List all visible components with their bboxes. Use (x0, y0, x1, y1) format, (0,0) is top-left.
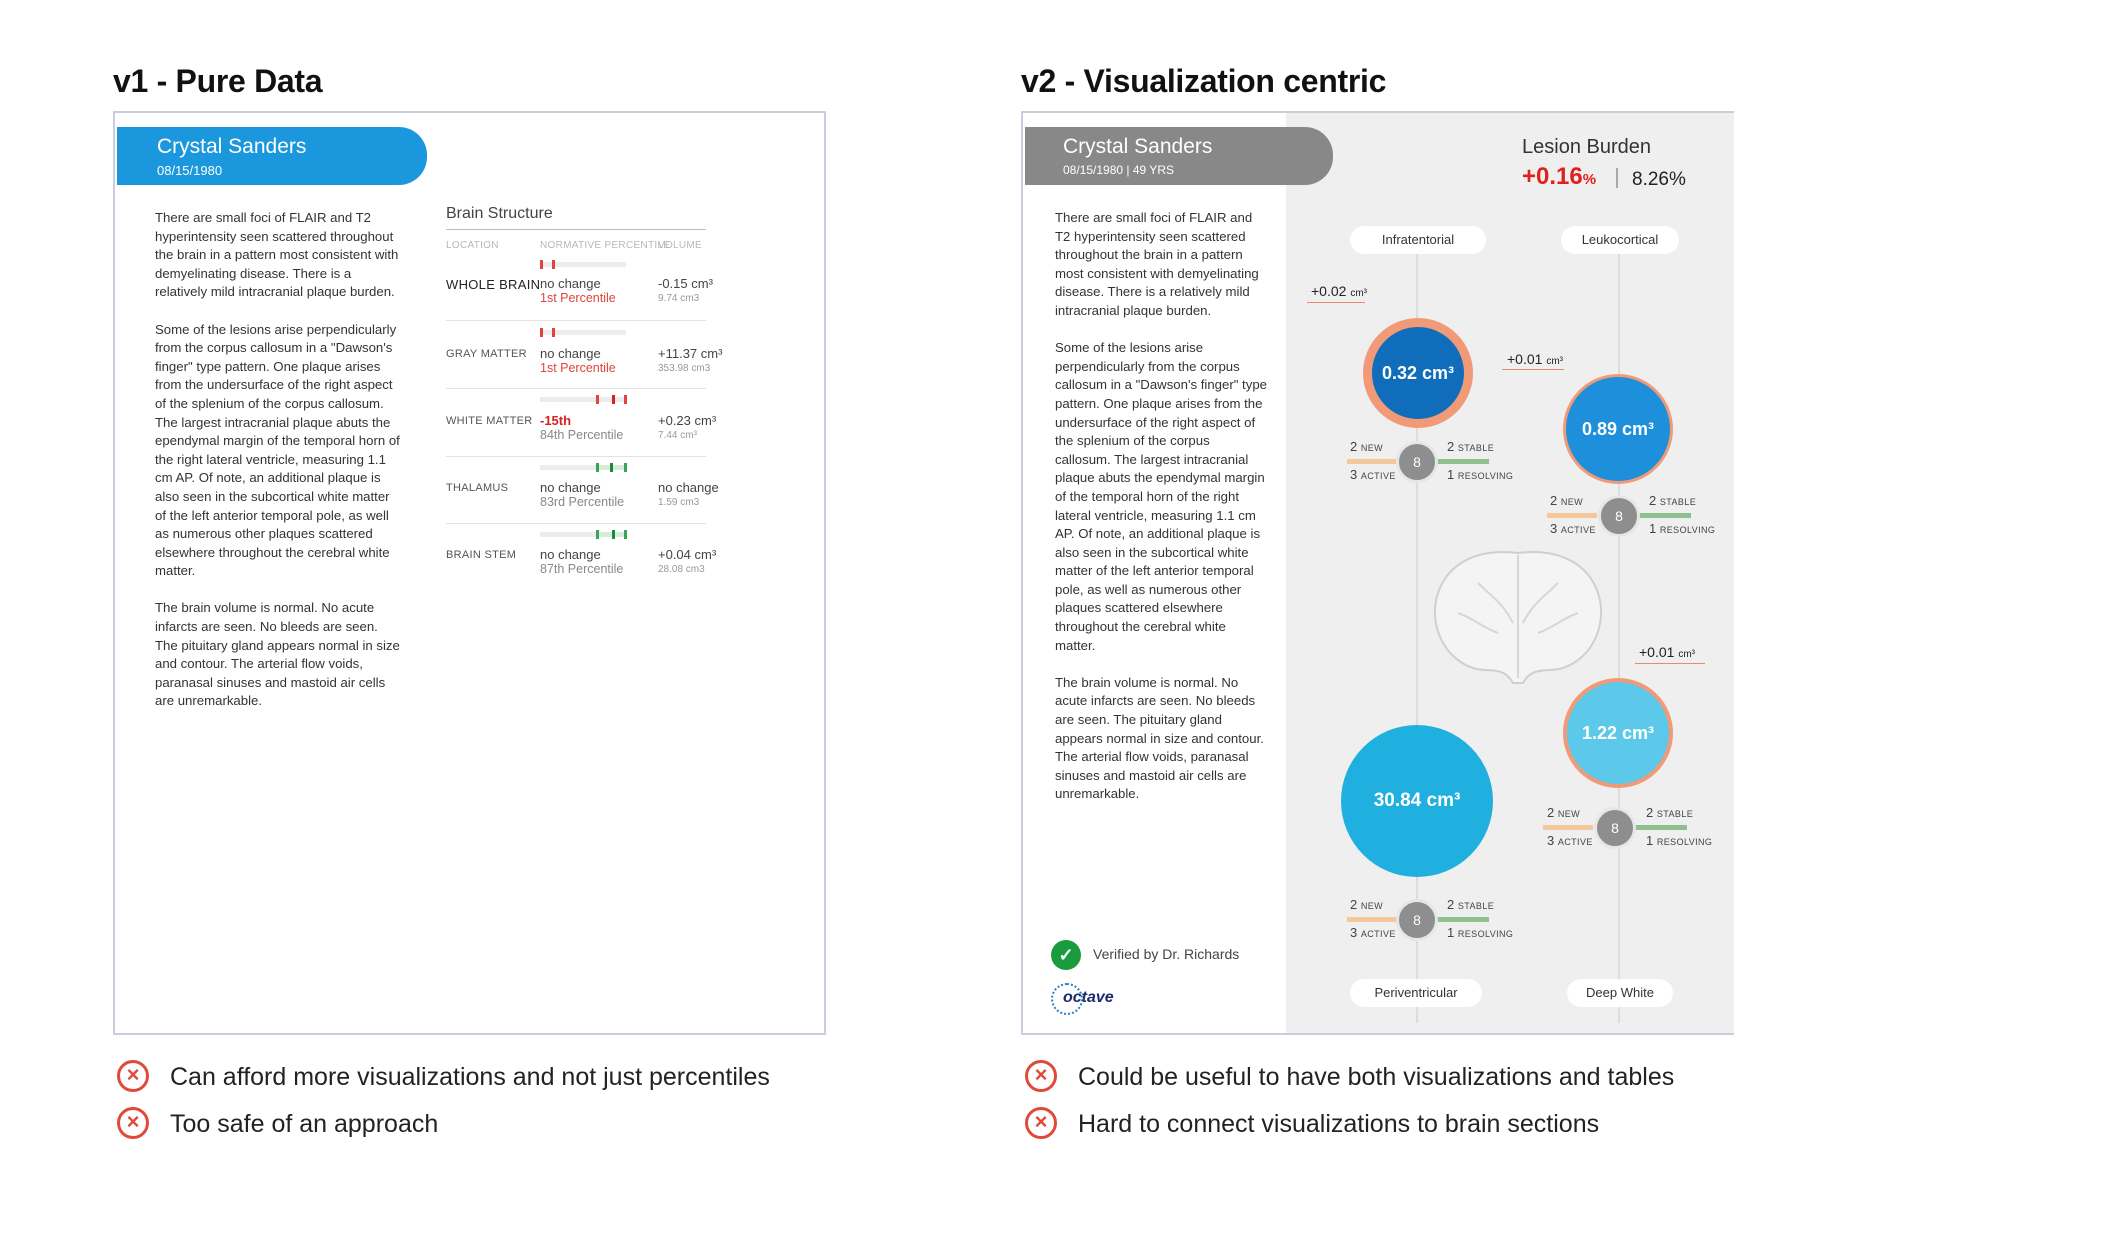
stat-label: NEW (1560, 497, 1584, 507)
stat-value: 1 (1447, 467, 1455, 482)
stat-active (1350, 925, 1396, 940)
row-volume-total: 7.44 cm³ (658, 430, 697, 441)
stat-stable (1649, 493, 1696, 508)
percentile-marker (552, 328, 555, 337)
v2-note: Hard to connect visualizations to brain sections (1078, 1110, 1600, 1138)
row-volume: no change (658, 480, 719, 495)
stat-active (1547, 833, 1593, 848)
v2-note: Could be useful to have both visualizations and tables (1078, 1063, 1675, 1091)
stat-resolving (1646, 833, 1712, 848)
percentile-marker (624, 395, 627, 404)
stat-value: 2 (1350, 439, 1358, 454)
delta-infratentorial (1311, 283, 1367, 299)
delta-value: +0.01 (1639, 644, 1675, 660)
lesion-burden-total: 8.26% (1632, 169, 1686, 190)
v1-patient-banner (117, 127, 427, 185)
stat-label: NEW (1557, 809, 1581, 819)
v1-note: Can afford more visualizations and not just percentiles (170, 1063, 770, 1091)
report-paragraph: The brain volume is normal. No acute infarcts are seen. No bleeds are seen. The pituitary gland appears normal in size and contour. The arterial flow voids, paranasal sinuses and mastoid air cells are unremarkable. (1055, 674, 1264, 802)
stat-value: 1 (1447, 925, 1455, 940)
stable-resolving-bar (1437, 917, 1489, 922)
lesion-burden-label: Lesion Burden (1522, 136, 1651, 158)
volume-circle-infratentorial: 0.32 cm³ (1363, 318, 1473, 428)
stat-new (1350, 439, 1383, 454)
stat-label: ACTIVE (1560, 525, 1596, 535)
delta-unit: cm³ (1546, 356, 1563, 367)
octave-logo-text: octave (1063, 989, 1114, 1006)
delta-leukocortical (1507, 351, 1563, 367)
stat-value: 3 (1350, 467, 1358, 482)
stat-label: ACTIVE (1557, 837, 1593, 847)
row-location: WHOLE BRAIN (446, 277, 541, 292)
new-active-bar (1347, 917, 1397, 922)
col-header-location: LOCATION (446, 240, 499, 251)
stat-label: ACTIVE (1360, 471, 1396, 481)
row-volume-total: 353.98 cm3 (658, 363, 711, 374)
delta-leader (1635, 663, 1705, 664)
delta-value: +0.01 (1507, 351, 1543, 367)
patient-dob: 08/15/1980 (157, 163, 223, 178)
stat-stable (1447, 439, 1494, 454)
row-volume: +11.37 cm³ (658, 346, 723, 361)
delta-leader (1307, 302, 1365, 303)
row-change: no change (540, 276, 601, 291)
region-label-leukocortical: Leukocortical (1561, 226, 1679, 254)
patient-dob-age: 08/15/1980 | 49 YRS (1063, 163, 1174, 177)
percentile-marker (624, 530, 627, 539)
v2-patient-banner (1025, 127, 1333, 185)
lesion-delta-value: +0.16 (1522, 163, 1583, 190)
percentile-marker (596, 395, 599, 404)
x-circle-icon: × (117, 1060, 149, 1092)
total-lesions-badge: 8 (1396, 441, 1438, 483)
row-volume-total: 9.74 cm3 (658, 293, 700, 304)
lesion-delta-unit: % (1582, 171, 1597, 188)
x-circle-icon: × (1025, 1107, 1057, 1139)
col-header-percentile: NORMATIVE PERCENTILE (540, 240, 671, 251)
stat-label: RESOLVING (1457, 929, 1514, 939)
row-volume-total: 1.59 cm3 (658, 497, 700, 508)
stat-stable (1646, 805, 1693, 820)
patient-name: Crystal Sanders (157, 135, 307, 158)
row-location: BRAIN STEM (446, 549, 517, 561)
col-header-volume: VOLUME (658, 240, 703, 251)
stat-label: STABLE (1457, 443, 1495, 453)
stat-value: 2 (1649, 493, 1657, 508)
lesion-burden-delta (1522, 163, 1596, 191)
stat-value: 2 (1646, 805, 1654, 820)
row-percentile: 1st Percentile (540, 361, 616, 375)
v1-report-text (155, 209, 403, 730)
volume-circle-periventricular: 30.84 cm³ (1341, 725, 1493, 877)
delta-deep-white (1639, 644, 1695, 660)
row-volume: -0.15 cm³ (658, 276, 713, 291)
percentile-marker (612, 530, 615, 539)
stat-new (1550, 493, 1583, 508)
stat-new (1350, 897, 1383, 912)
total-lesions-badge: 8 (1594, 807, 1636, 849)
percentile-marker (624, 463, 627, 472)
brain-icon (1418, 543, 1618, 693)
patient-name: Crystal Sanders (1063, 135, 1213, 158)
x-circle-icon: × (117, 1107, 149, 1139)
percentile-track (596, 532, 626, 537)
percentile-marker (552, 260, 555, 269)
row-location: WHITE MATTER (446, 415, 533, 427)
stat-value: 2 (1447, 439, 1455, 454)
volume-circle-leukocortical: 0.89 cm³ (1563, 374, 1673, 484)
stat-value: 2 (1547, 805, 1555, 820)
check-circle-icon: ✓ (1051, 940, 1081, 970)
v1-report-card (113, 111, 826, 1035)
row-percentile: 84th Percentile (540, 428, 624, 442)
new-active-bar (1547, 513, 1597, 518)
row-percentile: 1st Percentile (540, 291, 616, 305)
row-divider (446, 456, 706, 457)
verified-text: Verified by Dr. Richards (1093, 946, 1240, 962)
percentile-marker (610, 463, 613, 472)
row-volume: +0.04 cm³ (658, 547, 717, 562)
v2-title: v2 - Visualization centric (1021, 63, 1387, 99)
row-location: THALAMUS (446, 482, 509, 494)
report-paragraph: Some of the lesions arise perpendicularly from the corpus callosum in a "Dawson's finger" type pattern. One plaque arises from the undersurface of the right aspect of the splenium of the corpus callosum. The largest intracranial plaque abuts the ependymal margin of the temporal horn of the right lateral ventricle, measuring 1.1 cm AP. Of note, an additional plaque is also seen in the subcortical white matter of the left anterior temporal pole, as well as numerous other plaques scattered elsewhere throughout the cerebral white matter. (155, 321, 400, 579)
table-divider (446, 229, 706, 230)
stat-value: 2 (1550, 493, 1558, 508)
v1-note: Too safe of an approach (170, 1110, 439, 1138)
stat-label: NEW (1360, 901, 1384, 911)
stable-resolving-bar (1437, 459, 1489, 464)
new-active-bar (1543, 825, 1593, 830)
percentile-track (540, 465, 596, 470)
total-lesions-badge: 8 (1598, 495, 1640, 537)
stat-label: RESOLVING (1659, 525, 1716, 535)
stat-label: STABLE (1656, 809, 1694, 819)
stat-new (1547, 805, 1580, 820)
percentile-marker (596, 463, 599, 472)
row-percentile: 83rd Percentile (540, 495, 625, 509)
percentile-marker (596, 530, 599, 539)
stable-resolving-bar (1639, 513, 1691, 518)
row-change: no change (540, 547, 601, 562)
row-divider (446, 523, 706, 524)
stat-stable (1447, 897, 1494, 912)
stat-label: STABLE (1457, 901, 1495, 911)
stat-active (1350, 467, 1396, 482)
stat-label: STABLE (1659, 497, 1697, 507)
stable-resolving-bar (1635, 825, 1687, 830)
stat-label: NEW (1360, 443, 1384, 453)
stat-resolving (1649, 521, 1715, 536)
row-change: -15th (540, 413, 572, 428)
v1-title: v1 - Pure Data (113, 63, 323, 99)
delta-unit: cm³ (1678, 649, 1695, 660)
v2-report-text (1055, 209, 1269, 823)
percentile-marker (540, 328, 543, 337)
stat-resolving (1447, 925, 1513, 940)
row-percentile: 87th Percentile (540, 562, 624, 576)
stat-label: RESOLVING (1457, 471, 1514, 481)
connector-line (1618, 253, 1620, 1023)
delta-leader (1502, 369, 1564, 370)
delta-unit: cm³ (1350, 288, 1367, 299)
new-active-bar (1347, 459, 1397, 464)
v2-report-card (1021, 111, 1734, 1035)
row-divider (446, 388, 706, 389)
row-change: no change (540, 480, 601, 495)
report-paragraph: The brain volume is normal. No acute infarcts are seen. No bleeds are seen. The pituitary gland appears normal in size and contour. The arterial flow voids, paranasal sinuses and mastoid air cells are unremarkable. (155, 600, 400, 709)
row-change: no change (540, 346, 601, 361)
divider (1616, 168, 1618, 188)
total-lesions-badge: 8 (1396, 899, 1438, 941)
stat-value: 1 (1646, 833, 1654, 848)
report-paragraph: Some of the lesions arise perpendicularly from the corpus callosum in a "Dawson's finger" type pattern. One plaque arises from the undersurface of the right aspect of the splenium of the corpus callosum. The largest intracranial plaque abuts the ependymal margin of the temporal horn of the right lateral ventricle, measuring 1.1 cm AP. Of note, an additional plaque is also seen in the subcortical white matter of the left anterior temporal pole, as well as numerous other plaques scattered elsewhere throughout the cerebral white matter. (1055, 340, 1267, 653)
region-label-periventricular: Periventricular (1350, 979, 1482, 1007)
volume-circle-deep-white: 1.22 cm³ (1563, 678, 1673, 788)
row-volume: +0.23 cm³ (658, 413, 717, 428)
stat-active (1550, 521, 1596, 536)
row-divider (446, 320, 706, 321)
stat-value: 2 (1350, 897, 1358, 912)
delta-value: +0.02 (1311, 283, 1347, 299)
stat-label: RESOLVING (1656, 837, 1713, 847)
report-paragraph: There are small foci of FLAIR and T2 hyperintensity seen scattered throughout the brain in a pattern most consistent with demyelinating disease. There is a relatively mild intracranial plaque burden. (1055, 210, 1259, 318)
stat-value: 3 (1350, 925, 1358, 940)
stat-value: 1 (1649, 521, 1657, 536)
row-volume-total: 28.08 cm3 (658, 564, 705, 575)
percentile-marker (540, 260, 543, 269)
percentile-track (540, 532, 596, 537)
row-location: GRAY MATTER (446, 348, 527, 360)
stat-resolving (1447, 467, 1513, 482)
region-label-deep-white: Deep White (1567, 979, 1673, 1007)
report-paragraph: There are small foci of FLAIR and T2 hyperintensity seen scattered throughout the brain in a pattern most consistent with demyelinating disease. There is a relatively mild intracranial plaque burden. (155, 210, 399, 300)
stat-value: 3 (1547, 833, 1555, 848)
percentile-marker (612, 395, 615, 404)
x-circle-icon: × (1025, 1060, 1057, 1092)
brain-structure-title: Brain Structure (446, 205, 553, 222)
stat-value: 3 (1550, 521, 1558, 536)
region-label-infratentorial: Infratentorial (1350, 226, 1486, 254)
stat-value: 2 (1447, 897, 1455, 912)
stat-label: ACTIVE (1360, 929, 1396, 939)
